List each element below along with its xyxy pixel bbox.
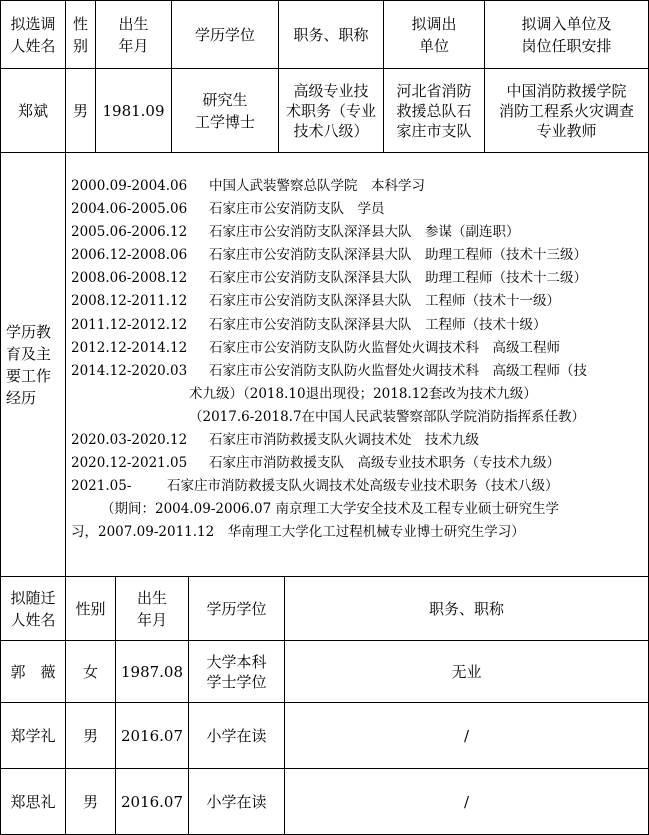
family-header-birth: 出生 年月: [116, 577, 189, 641]
header-birth: 出生 年月: [96, 1, 172, 69]
family-header-name: 拟随迁 人姓名: [1, 577, 66, 641]
history-entry: [71, 314, 644, 337]
history-date: 2014.12-2020.03: [71, 362, 188, 379]
family-education: 小学在读: [189, 703, 285, 769]
history-entry: [71, 337, 644, 360]
family-gender: 男: [66, 703, 116, 769]
applicant-name: 郑斌: [1, 69, 66, 153]
header-gender: 性 别: [66, 1, 96, 69]
history-text: 石家庄市公安消防支队 学员: [209, 201, 385, 218]
family-position: /: [285, 769, 649, 835]
family-gender: 男: [66, 769, 116, 835]
history-date: 2020.03-2020.12: [71, 432, 188, 449]
history-date: 2005.06-2006.12: [71, 224, 188, 241]
family-name: 郭 薇: [1, 641, 66, 703]
family-name: 郑学礼: [1, 703, 66, 769]
history-list: [71, 429, 644, 475]
family-row: [1, 641, 649, 703]
family-header-education: 学历学位: [189, 577, 285, 641]
history-study-note: [71, 498, 644, 544]
history-note-line: （期间：2004.09-2006.07 南京理工大学安全技术及工程专业硕士研究生学: [101, 501, 560, 518]
applicant-row: [1, 69, 649, 153]
family-education: 小学在读: [189, 769, 285, 835]
family-row: [1, 769, 649, 835]
history-text: 中国人武装警察总队学院 本科学习: [209, 178, 425, 194]
family-header-row: [1, 577, 649, 641]
header-position: 职务、职称: [279, 1, 384, 69]
family-name: 郑思礼: [1, 769, 66, 835]
history-text: 石家庄市消防救援支队 高级专业技术职务（专技术九级）: [209, 455, 560, 472]
history-text: 石家庄市公安消防支队深泽县大队 工程师（技术十级）: [209, 316, 547, 333]
family-table: [0, 576, 649, 835]
history-entry: [71, 475, 644, 498]
history-date: 2012.12-2014.12: [71, 339, 188, 356]
history-entry: [71, 267, 644, 290]
family-education: 大学本科 学士学位: [189, 641, 285, 703]
applicant-position: 高级专业技 术职务（专业 技术八级）: [279, 69, 384, 153]
applicant-header-row: [1, 1, 649, 69]
history-label: 学历教 育及主 要工作 经历: [1, 153, 66, 577]
history-list: [71, 175, 644, 383]
applicant-target: 中国消防救援学院 消防工程系火灾调查 专业教师: [485, 69, 649, 153]
family-birth: 1987.08: [116, 641, 189, 703]
history-entry: [71, 244, 644, 267]
history-date: 2020.12-2021.05: [71, 455, 188, 472]
history-date: 2004.06-2005.06: [71, 201, 188, 218]
history-content: [66, 153, 649, 577]
history-entry: [71, 452, 644, 475]
history-row: [1, 153, 649, 577]
applicant-origin-unit: 河北省消防 救援总队石 家庄市支队: [384, 69, 485, 153]
family-position: /: [285, 703, 649, 769]
history-text: 石家庄市公安消防支队深泽县大队 工程师（技术十一级）: [209, 293, 560, 310]
history-date: 2006.12-2008.06: [71, 247, 188, 264]
history-date: 2008.06-2008.12: [71, 270, 188, 287]
family-row: [1, 703, 649, 769]
applicant-gender: 男: [66, 69, 96, 153]
family-gender: 女: [66, 641, 116, 703]
family-header-position: 职务、职称: [285, 577, 649, 641]
header-origin-unit: 拟调出 单位: [384, 1, 485, 69]
applicant-birth: 1981.09: [96, 69, 172, 153]
history-text: 石家庄市消防救援支队火调技术处 技术九级: [209, 432, 479, 449]
history-entry: [71, 221, 644, 244]
history-text: 石家庄市公安消防支队深泽县大队 助理工程师（技术十二级）: [209, 270, 587, 287]
history-entry: [71, 360, 644, 383]
applicant-education: 研究生 工学博士: [172, 69, 279, 153]
header-education: 学历学位: [172, 1, 279, 69]
history-date: 2008.12-2011.12: [71, 293, 188, 310]
history-continuation: （2017.6-2018.7在中国人民武装警察部队学院消防指挥系任教）: [189, 408, 586, 425]
history-date: 2021.05-: [71, 478, 132, 495]
history-text: 石家庄市公安消防支队深泽县大队 助理工程师（技术十三级）: [209, 247, 587, 264]
family-birth: 2016.07: [116, 703, 189, 769]
family-header-gender: 性别: [66, 577, 116, 641]
family-position: 无业: [285, 641, 649, 703]
history-text: 石家庄市公安消防支队防火监督处火调技术科 高级工程师: [209, 339, 560, 356]
history-text: 石家庄市消防救援支队火调技术处高级专业技术职务（技术八级）: [167, 478, 559, 495]
header-applicant-name: 拟选调 人姓名: [1, 1, 66, 69]
history-continuation: 术九级）（2018.10退出现役；2018.12套改为技术九级）: [189, 385, 537, 402]
history-text: 石家庄市公安消防支队防火监督处火调技术科 高级工程师（技: [209, 362, 587, 379]
history-entry: [71, 175, 644, 198]
history-note-line: 习，2007.09-2011.12 华南理工大学化工过程机械专业博士研究生学习）: [71, 524, 525, 541]
history-date: 2011.12-2012.12: [71, 316, 188, 333]
history-text: 石家庄市公安消防支队深泽县大队 参谋（副连职）: [209, 224, 520, 241]
history-entry: [71, 429, 644, 452]
history-entry: [71, 290, 644, 313]
header-target: 拟调入单位及 岗位任职安排: [485, 1, 649, 69]
history-date: 2000.09-2004.06: [71, 178, 188, 194]
history-entry: [71, 198, 644, 221]
family-birth: 2016.07: [116, 769, 189, 835]
